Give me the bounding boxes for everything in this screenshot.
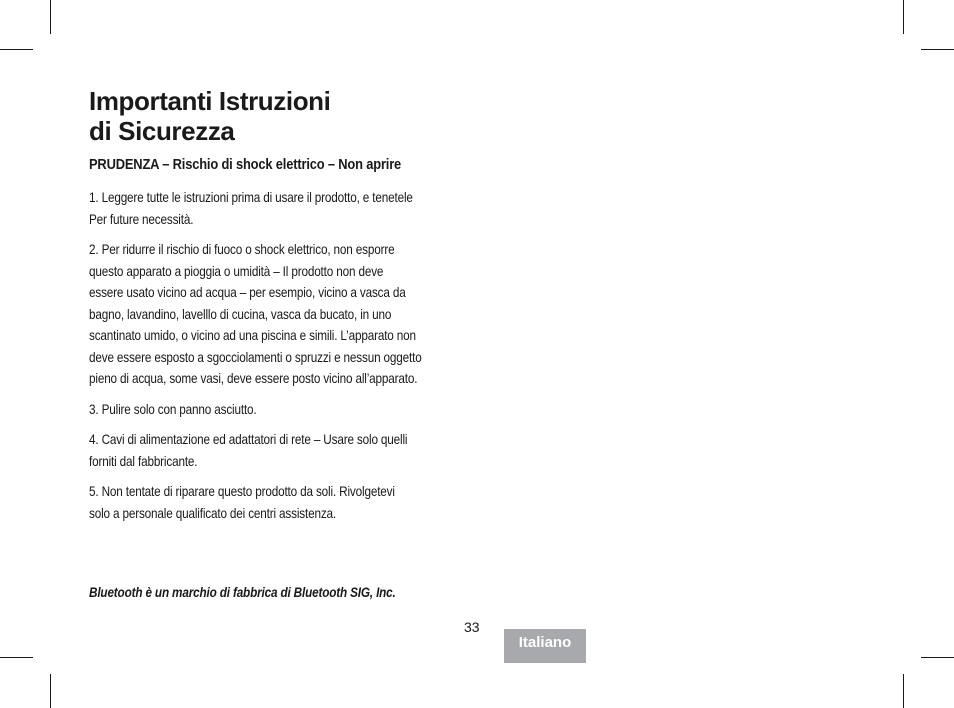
instruction-line: pieno di acqua, some vasi, deve essere posto vicino all’apparato. bbox=[89, 370, 418, 386]
instruction-line: scantinato umido, o vicino ad una piscina e simili. L’apparato non bbox=[89, 327, 416, 343]
crop-mark-bottom-right-horizontal bbox=[921, 657, 954, 658]
instruction-line: 1. Leggere tutte le istruzioni prima di usare il prodotto, e tenetele bbox=[89, 189, 413, 205]
page-title-line-2: di Sicurezza bbox=[89, 116, 235, 146]
safety-instructions-section bbox=[89, 86, 474, 533]
instruction-line: questo apparato a pioggia o umidità – Il prodotto non deve bbox=[89, 262, 384, 279]
instruction-item bbox=[89, 239, 475, 390]
instruction-line: Per future necessità. bbox=[89, 210, 194, 227]
instruction-line: forniti dal fabbricante. bbox=[89, 452, 198, 469]
instruction-line: deve essere esposto a sgocciolamenti o spruzzi e nessun oggetto bbox=[89, 348, 422, 365]
instruction-line: 2. Per ridurre il rischio di fuoco o shock elettrico, non esporre bbox=[89, 241, 395, 257]
crop-mark-bottom-left-horizontal bbox=[0, 657, 33, 658]
page-number: 33 bbox=[464, 619, 480, 635]
instruction-item bbox=[89, 429, 475, 472]
crop-mark-top-right-horizontal bbox=[921, 49, 954, 50]
instruction-item bbox=[89, 399, 475, 421]
crop-mark-bottom-left-vertical bbox=[50, 674, 51, 708]
trademark-notice: Bluetooth è un marchio di fabbrica di Bluetooth SIG, Inc. bbox=[89, 584, 396, 600]
language-tab: Italiano bbox=[504, 629, 586, 663]
crop-mark-top-left-horizontal bbox=[0, 49, 33, 50]
instruction-line: 4. Cavi di alimentazione ed adattatori di rete – Usare solo quelli bbox=[89, 431, 408, 447]
instruction-list bbox=[89, 187, 474, 524]
page-title-line-1: Importanti Istruzioni bbox=[89, 86, 331, 116]
instruction-line: 5. Non tentate di riparare questo prodotto da soli. Rivolgetevi bbox=[89, 483, 395, 499]
crop-mark-top-right-vertical bbox=[903, 0, 904, 34]
instruction-item bbox=[89, 187, 475, 230]
crop-mark-top-left-vertical bbox=[50, 0, 51, 34]
page-title bbox=[89, 86, 474, 146]
instruction-line: solo a personale qualificato dei centri assistenza. bbox=[89, 504, 337, 521]
crop-mark-bottom-right-vertical bbox=[903, 674, 904, 708]
caution-heading: PRUDENZA – Rischio di shock elettrico – Non aprire bbox=[89, 156, 402, 173]
instruction-line: bagno, lavandino, lavelllo di cucina, vasca da bucato, in uno bbox=[89, 305, 392, 322]
instruction-line: 3. Pulire solo con panno asciutto. bbox=[89, 400, 257, 417]
instruction-item bbox=[89, 481, 475, 524]
instruction-line: essere usato vicino ad acqua – per esempio, vicino a vasca da bbox=[89, 284, 406, 300]
